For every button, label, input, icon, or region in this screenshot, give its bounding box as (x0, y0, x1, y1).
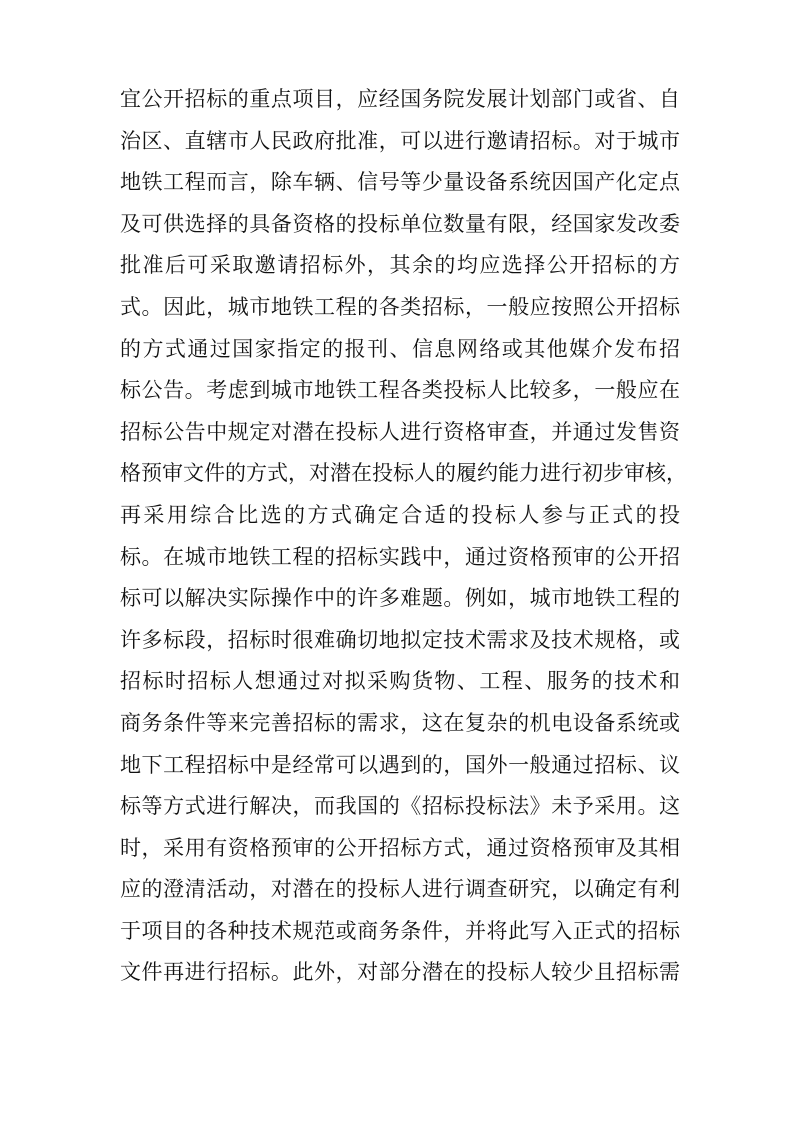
text-line: 式。因此，城市地铁工程的各类招标，一般应按照公开招标 (120, 294, 680, 319)
text-line: 地下工程招标中是经常可以遇到的，国外一般通过招标、议 (120, 752, 680, 777)
text-line: 许多标段，招标时很难确切地拟定技术需求及技术规格，或 (120, 627, 680, 652)
text-line: 地铁工程而言，除车辆、信号等少量设备系统因国产化定点 (120, 170, 680, 195)
text-line: 标等方式进行解决，而我国的《招标投标法》未予采用。这 (120, 794, 680, 819)
text-line: 招标时招标人想通过对拟采购货物、工程、服务的技术和 (120, 669, 680, 694)
text-line: 时，采用有资格预审的公开招标方式，通过资格预审及其相 (120, 835, 680, 860)
text-line: 标。在城市地铁工程的招标实践中，通过资格预审的公开招 (120, 544, 680, 569)
text-line: 及可供选择的具备资格的投标单位数量有限，经国家发改委 (120, 211, 680, 236)
text-line: 格预审文件的方式，对潜在投标人的履约能力进行初步审核， (120, 461, 687, 486)
text-line: 商务条件等来完善招标的需求，这在复杂的机电设备系统或 (120, 710, 680, 735)
text-line: 标可以解决实际操作中的许多难题。例如，城市地铁工程的 (120, 586, 680, 611)
text-line: 宜公开招标的重点项目，应经国务院发展计划部门或省、自 (120, 87, 680, 111)
text-line: 于项目的各种技术规范或商务条件，并将此写入正式的招标 (120, 918, 680, 943)
text-line: 治区、直辖市人民政府批准，可以进行邀请招标。对于城市 (120, 128, 680, 153)
text-line: 标公告。考虑到城市地铁工程各类投标人比较多，一般应在 (120, 378, 680, 403)
text-line: 批准后可采取邀请招标外，其余的均应选择公开招标的方 (120, 253, 680, 278)
text-line: 文件再进行招标。此外，对部分潜在的投标人较少且招标需 (120, 960, 680, 985)
text-line: 的方式通过国家指定的报刊、信息网络或其他媒介发布招 (120, 336, 680, 361)
body-paragraph (120, 79, 687, 994)
text-line: 再采用综合比选的方式确定合适的投标人参与正式的投 (120, 502, 680, 527)
text-line: 应的澄清活动，对潜在的投标人进行调查研究，以确定有利 (120, 877, 680, 902)
text-line: 招标公告中规定对潜在投标人进行资格审查，并通过发售资 (120, 419, 680, 444)
